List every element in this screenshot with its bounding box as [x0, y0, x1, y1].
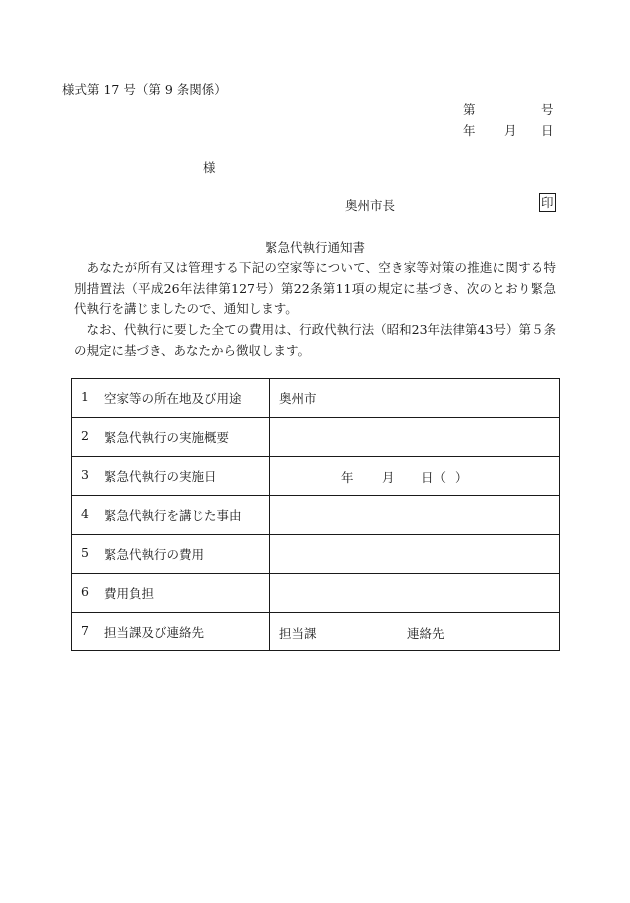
row-label-cell	[72, 535, 270, 574]
exec-date-close: ）	[455, 470, 468, 485]
row-value-cell	[270, 574, 560, 613]
contact-label: 連絡先	[407, 625, 445, 641]
row-label: 緊急代執行の費用	[104, 547, 205, 562]
row-label: 緊急代執行の実施日	[104, 469, 217, 484]
row-label-cell	[72, 379, 270, 418]
body-paragraph: なお、代執行に要した全ての費用は、行政代執行法（昭和23年法律第43号）第５条の規定に基づき、あなたから徴収します。	[74, 322, 556, 358]
row-value-cell	[270, 418, 560, 457]
table-row	[72, 379, 560, 418]
body-paragraph: あなたが所有又は管理する下記の空家等について、空き家等対策の推進に関する特別措置法（平成26年法律第127号）第22条第11項の規定に基づき、次のとおり緊急代執行を講じましたので、通知します。	[74, 260, 556, 316]
row-value: 奥州市	[279, 391, 317, 406]
row-number: 6	[81, 584, 89, 599]
row-value-cell	[270, 613, 560, 651]
form-number: 様式第 17 号（第 9 条関係）	[62, 82, 227, 97]
date-day: 日	[541, 123, 554, 138]
table-row	[72, 496, 560, 535]
row-number: 5	[81, 545, 89, 560]
sender-name: 奥州市長	[345, 198, 396, 213]
date-month: 月	[504, 123, 517, 138]
row-number: 1	[81, 389, 89, 404]
exec-date-year: 年	[341, 470, 354, 485]
row-label: 緊急代執行の実施概要	[104, 430, 230, 445]
row-label: 担当課及び連絡先	[104, 624, 205, 640]
row-number: 2	[81, 428, 89, 443]
row-label-cell	[72, 496, 270, 535]
table-row	[72, 418, 560, 457]
table-row	[72, 457, 560, 496]
row-value-cell	[270, 496, 560, 535]
details-table	[71, 378, 560, 651]
table-row	[72, 535, 560, 574]
exec-date-month: 月	[382, 470, 395, 485]
row-label-cell	[72, 574, 270, 613]
document-title: 緊急代執行通知書	[264, 240, 365, 255]
table-row	[72, 574, 560, 613]
row-label-cell	[72, 418, 270, 457]
doc-number-prefix: 第	[463, 102, 476, 117]
recipient-suffix: 様	[203, 160, 216, 175]
row-number: 4	[81, 506, 89, 521]
contact-field	[270, 622, 559, 642]
seal-box: 印	[541, 195, 554, 210]
row-number: 3	[81, 467, 89, 482]
row-value-cell	[270, 457, 560, 496]
row-label: 費用負担	[104, 586, 155, 601]
exec-date-day: 日（	[421, 470, 447, 485]
row-label: 空家等の所在地及び用途	[104, 391, 242, 406]
execution-date-field	[270, 466, 559, 486]
table-row	[72, 613, 560, 651]
row-label-cell	[72, 457, 270, 496]
row-label-cell	[72, 613, 270, 651]
department-label: 担当課	[279, 625, 317, 641]
row-value-cell	[270, 535, 560, 574]
row-label: 緊急代執行を講じた事由	[104, 508, 242, 523]
doc-number-suffix: 号	[541, 102, 554, 117]
date-year: 年	[463, 123, 476, 138]
row-number: 7	[81, 622, 89, 638]
row-value-cell	[270, 379, 560, 418]
